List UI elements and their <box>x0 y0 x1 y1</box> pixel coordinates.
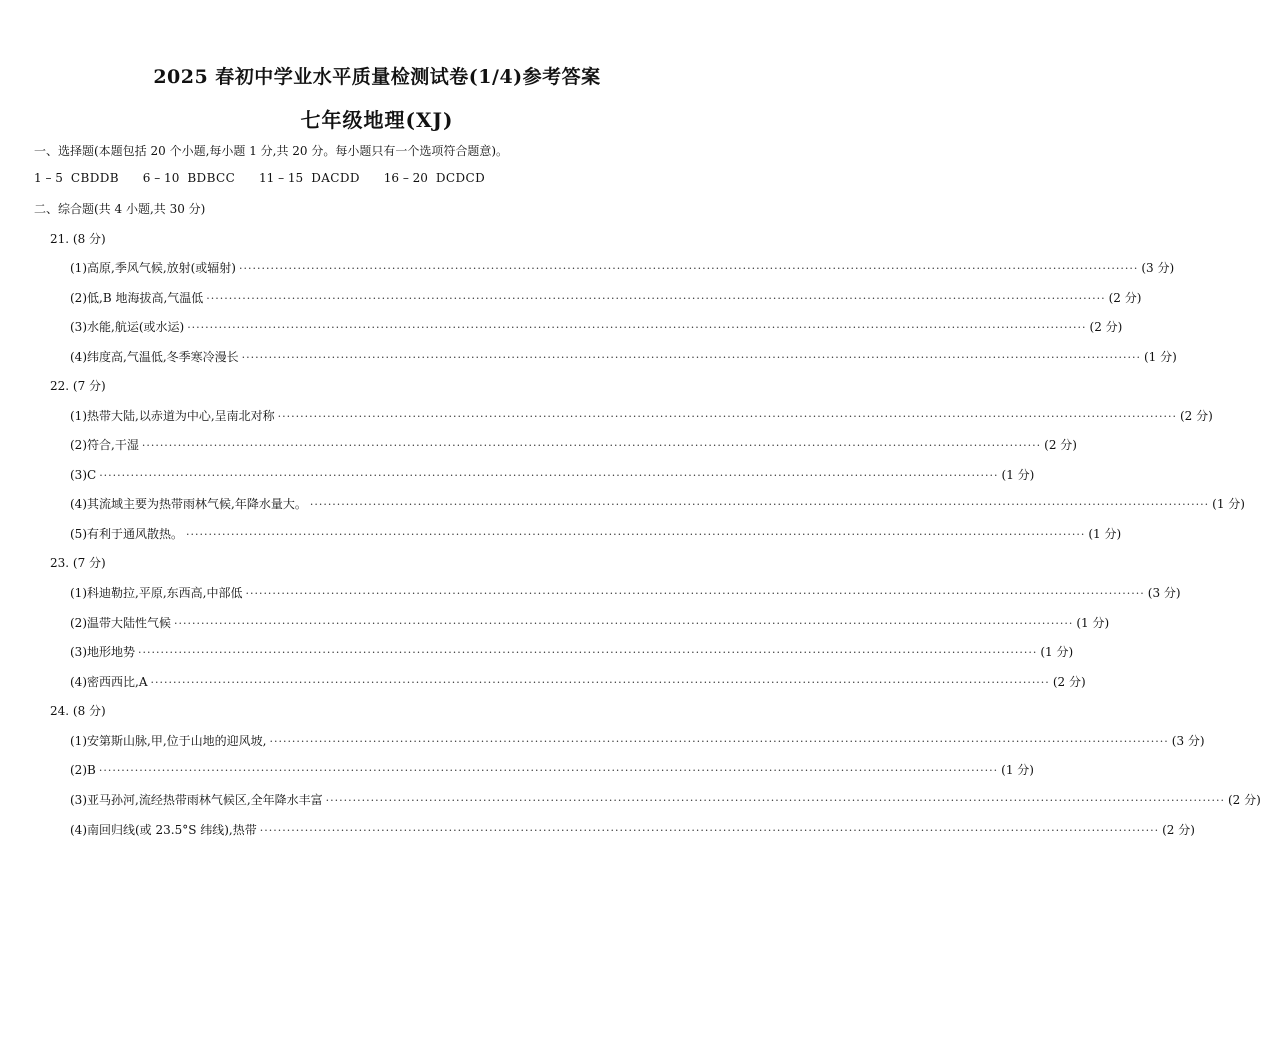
answer-score: (1 分) <box>1143 350 1177 364</box>
answer-range: 16 – 20 <box>383 171 428 185</box>
dot-leader: ········································································································································································································ <box>150 676 1050 689</box>
answer-score: (2 分) <box>1089 320 1123 334</box>
answer-text: (3)地形地势 <box>70 645 135 659</box>
answer-text: (4)其流域主要为热带雨林气候,年降水量大。 <box>70 497 307 511</box>
answer-text: (1)安第斯山脉,甲,位于山地的迎风坡, <box>70 734 267 748</box>
answer-letters: BDBCC <box>187 171 236 185</box>
question-label: 21. (8 分) <box>50 232 106 246</box>
answer-item <box>70 408 1213 424</box>
answer-text: (1)高原,季风气候,放射(或辐射) <box>70 261 236 275</box>
dot-leader: ········································································································································································································ <box>206 292 1106 305</box>
dot-leader: ········································································································································································································ <box>187 321 1087 334</box>
dot-leader: ········································································································································································································ <box>99 469 999 482</box>
answer-text: (2)低,B 地海拔高,气温低 <box>70 291 204 305</box>
answer-text: (4)密西西比,A <box>70 675 148 689</box>
dot-leader: ········································································································································································································ <box>325 794 1225 807</box>
answer-range: 11 – 15 <box>259 171 304 185</box>
answer-score: (2 分) <box>1044 438 1077 452</box>
dot-leader: ········································································································································································································ <box>259 824 1160 837</box>
answer-item <box>70 526 1122 542</box>
answer-score: (3 分) <box>1171 734 1205 748</box>
answer-score: (1 分) <box>1040 645 1074 659</box>
dot-leader: ········································································································································································································ <box>239 262 1139 275</box>
answer-item <box>70 792 1261 808</box>
answer-text: (3)亚马孙河,流经热带雨林气候区,全年降水丰富 <box>70 793 323 807</box>
answer-item <box>70 615 1110 631</box>
answer-text: (2)符合,干湿 <box>70 438 139 452</box>
dot-leader: ········································································································································································································ <box>245 587 1145 600</box>
answer-text: (3)C <box>70 468 97 482</box>
answer-item <box>70 437 1077 453</box>
section2-heading: 二、综合题(共 4 小题,共 30 分) <box>34 202 206 216</box>
answer-range: 1 – 5 <box>34 171 63 185</box>
answer-letters: DACDD <box>311 171 360 185</box>
answer-item <box>70 644 1074 660</box>
answer-item <box>70 762 1034 778</box>
dot-leader: ········································································································································································································ <box>309 498 1210 511</box>
dot-leader: ········································································································································································································ <box>241 351 1141 364</box>
answer-range: 6 – 10 <box>142 171 180 185</box>
answer-score: (3 分) <box>1141 261 1175 275</box>
answer-score: (2 分) <box>1179 409 1213 423</box>
question-label: 24. (8 分) <box>50 704 106 718</box>
answer-item <box>70 585 1181 601</box>
answer-item <box>70 290 1142 306</box>
dot-leader: ········································································································································································································ <box>186 528 1086 541</box>
answer-item <box>70 822 1195 838</box>
section1-heading: 一、选择题(本题包括 20 个小题,每小题 1 分,共 20 分。每小题只有一个选项符合题意)。 <box>34 144 509 158</box>
document-title: 2025 春初中学业水平质量检测试卷(1/4)参考答案 <box>153 66 601 88</box>
answer-text: (2)B <box>70 763 96 777</box>
answer-item <box>70 319 1123 335</box>
dot-leader: ········································································································································································································ <box>269 735 1169 748</box>
answer-text: (4)纬度高,气温低,冬季寒冷漫长 <box>70 350 239 364</box>
dot-leader: ········································································································································································································ <box>138 646 1038 659</box>
answer-text: (1)热带大陆,以赤道为中心,呈南北对称 <box>70 409 275 423</box>
dot-leader: ········································································································································································································ <box>174 617 1074 630</box>
multiple-choice-answers <box>34 171 505 185</box>
answer-score: (3 分) <box>1147 586 1181 600</box>
dot-leader: ········································································································································································································ <box>277 410 1177 423</box>
answer-text: (4)南回归线(或 23.5°S 纬线),热带 <box>70 823 257 837</box>
answer-item <box>70 733 1205 749</box>
answer-item <box>70 349 1177 365</box>
answer-score: (2 分) <box>1162 823 1195 837</box>
answer-item <box>70 674 1086 690</box>
answer-text: (5)有利于通风散热。 <box>70 527 183 541</box>
answer-item <box>70 260 1175 276</box>
answer-score: (1 分) <box>1001 763 1034 777</box>
question-label: 23. (7 分) <box>50 556 106 570</box>
question-label: 22. (7 分) <box>50 379 106 393</box>
answer-text: (2)温带大陆性气候 <box>70 616 171 630</box>
answer-text: (3)水能,航运(或水运) <box>70 320 185 334</box>
dot-leader: ········································································································································································································ <box>141 439 1042 452</box>
answer-letters: DCDCD <box>435 171 486 185</box>
answer-score: (2 分) <box>1052 675 1086 689</box>
answer-score: (2 分) <box>1227 793 1261 807</box>
answer-score: (1 分) <box>1076 616 1110 630</box>
answer-score: (1 分) <box>1001 468 1035 482</box>
answer-score: (1 分) <box>1088 527 1122 541</box>
answer-letters: CBDDB <box>70 171 119 185</box>
dot-leader: ········································································································································································································ <box>98 764 999 777</box>
answer-score: (2 分) <box>1108 291 1142 305</box>
answer-text: (1)科迪勒拉,平原,东西高,中部低 <box>70 586 243 600</box>
answer-score: (1 分) <box>1212 497 1245 511</box>
answer-item <box>70 496 1245 512</box>
answer-item <box>70 467 1035 483</box>
document-subtitle: 七年级地理(XJ) <box>300 108 454 132</box>
